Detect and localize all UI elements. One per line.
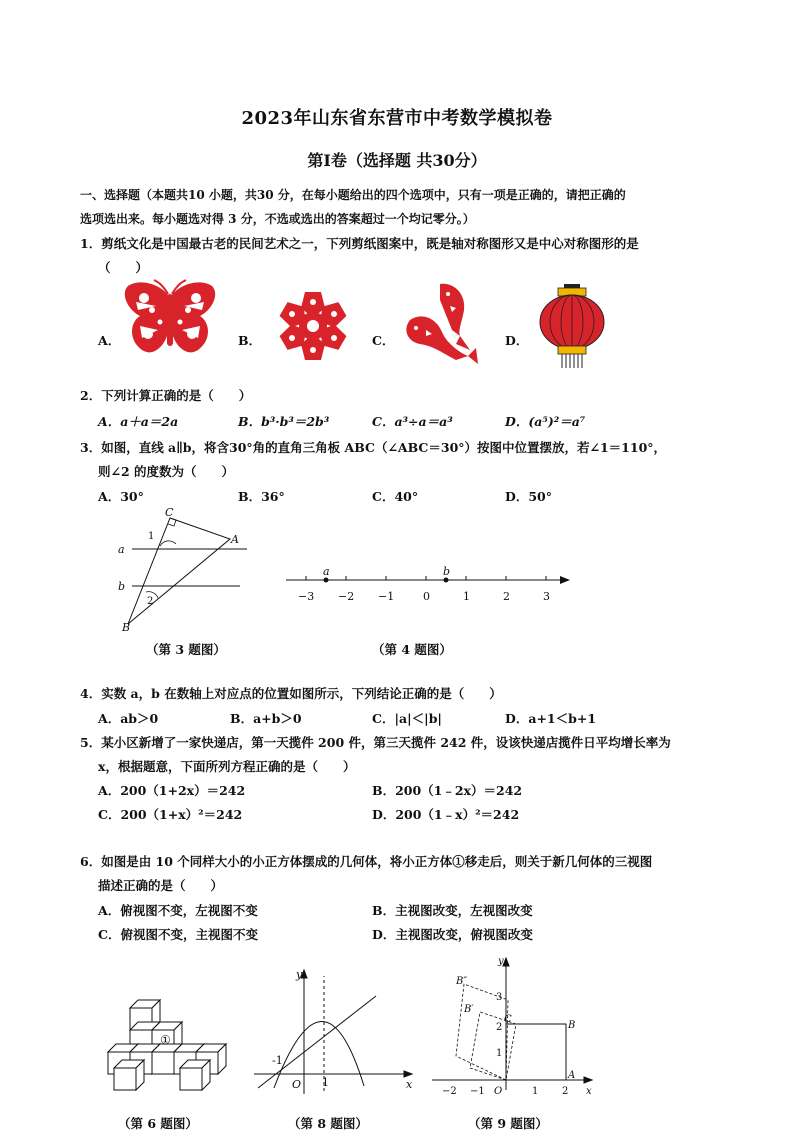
point-b (444, 578, 449, 583)
label-C: C (504, 1014, 512, 1025)
x-tick-1: 1 (532, 1086, 539, 1097)
number-line-tick-label: 1 (463, 590, 470, 603)
cube-face (180, 1068, 202, 1090)
number-line-tick-label: −3 (298, 590, 315, 603)
q6-option-d: D．主视图改变，俯视图改变 (372, 927, 533, 942)
number-line-tick-label: −1 (378, 590, 395, 603)
butterfly-papercut-image (122, 280, 218, 362)
q3-stem-line1: 3．如图，直线 a∥b，将含30°角的直角三角板 ABC（∠ABC＝30°）按图中位置摆放，若∠1＝110°， (80, 440, 667, 455)
number-line-tick-label: −2 (338, 590, 355, 603)
q6-option-a: A．俯视图不变，左视图不变 (98, 903, 258, 918)
q4-stem: 4．实数 a，b 在数轴上对应点的位置如图所示，下列结论正确的是（ ） (80, 686, 502, 701)
q2-option-b: B．b³·b³＝2b³ (238, 414, 330, 429)
label-b: b (118, 580, 126, 593)
q4-option-c: C．|a|＜|b| (372, 711, 442, 726)
section-instruction-line2: 选项选出来。每小题选对得 3 分，不选或选出的答案超过一个均记零分。） (80, 212, 475, 226)
red-lantern-image (538, 284, 606, 370)
label-angle-2: 2 (147, 596, 154, 607)
q2-option-c: C．a³÷a＝a³ (372, 414, 453, 429)
label-B-double-prime: B″ (456, 976, 468, 987)
q6-stem-line2: 描述正确的是（ ） (98, 878, 224, 893)
label-O: O (494, 1086, 503, 1097)
x-tick-neg1: −1 (470, 1086, 485, 1097)
q8-parabola-figure (254, 966, 414, 1096)
label-O: O (292, 1078, 302, 1091)
q1-option-a: A． (98, 333, 121, 348)
q3-caption: （第 3 题图） (146, 642, 226, 657)
cube-face (114, 1068, 136, 1090)
q9-grid-figure (428, 956, 598, 1096)
q9-caption: （第 9 题图） (468, 1116, 548, 1131)
label-B: B (122, 621, 131, 634)
q6-caption: （第 6 题图） (118, 1116, 198, 1131)
q3-option-a: A．30° (98, 489, 144, 504)
q6-stem-line1: 6．如图是由 10 个同样大小的小正方体摆成的几何体，将小正方体①移走后，则关于新几何体的三视图 (80, 854, 653, 869)
label-y: y (296, 968, 303, 981)
q1-stem: 1．剪纸文化是中国最古老的民间艺术之一，下列剪纸图案中，既是轴对称图形又是中心对称图形的是 (80, 236, 639, 251)
label-A: A (231, 533, 239, 546)
q3-option-d: D．50° (505, 489, 552, 504)
q5-option-c: C．200（1+x）²＝242 (98, 807, 243, 822)
label-minus-1: -1 (272, 1054, 283, 1067)
q3-option-b: B．36° (238, 489, 285, 504)
label-B-prime: B′ (464, 1004, 474, 1015)
q6-option-b: B．主视图改变，左视图改变 (372, 903, 533, 918)
q2-stem: 2．下列计算正确的是（ ） (80, 388, 252, 403)
q4-option-a: A．ab＞0 (98, 711, 159, 726)
q2-option-d: D．(a⁵)²＝a⁷ (505, 414, 586, 429)
q3-option-c: C．40° (372, 489, 419, 504)
number-line-tick-label: 2 (503, 590, 510, 603)
label-a: a (323, 565, 330, 578)
q3-triangle-figure (112, 506, 252, 634)
section-instruction-line1: 一、选择题（本题共10 小题，共30 分，在每小题给出的四个选项中，只有一项是正确的，请把正确的 (80, 188, 626, 202)
x-tick-2: 2 (562, 1086, 569, 1097)
q6-cubes-figure (100, 994, 225, 1094)
cube-face (152, 1052, 174, 1074)
q3-stem-line2: 则∠2 的度数为（ ） (98, 464, 235, 479)
page-title: 2023年山东省东营市中考数学模拟卷 (241, 108, 553, 129)
q1-option-d: D． (505, 333, 529, 348)
q1-option-c: C． (372, 333, 395, 348)
point-a (324, 578, 329, 583)
triangle-abc (128, 518, 230, 624)
label-1: 1 (322, 1076, 329, 1089)
cube-1-mark: ① (160, 1033, 171, 1047)
q5-option-b: B．200（1﹣2x）＝242 (372, 783, 523, 798)
number-line-tick-label: 0 (423, 590, 430, 603)
section-subtitle: 第Ⅰ卷（选择题 共30分） (307, 151, 487, 170)
q1-option-b: B． (238, 333, 262, 348)
q8-caption: （第 8 题图） (288, 1116, 368, 1131)
q2-option-a: A．a＋a＝2a (98, 414, 179, 429)
label-a: a (118, 543, 125, 556)
q5-option-d: D．200（1﹣x）²＝242 (372, 807, 520, 822)
number-line-tick-label: 3 (543, 590, 550, 603)
q4-number-line (280, 566, 580, 606)
label-C: C (165, 506, 174, 519)
y-tick-3: 3 (496, 992, 503, 1003)
label-A: A (568, 1070, 576, 1081)
label-x: x (406, 1078, 413, 1091)
q4-caption: （第 4 题图） (372, 642, 452, 657)
q4-option-b: B．a+b＞0 (230, 711, 302, 726)
q5-stem-line2: x，根据题意，下面所列方程正确的是（ ） (98, 759, 356, 774)
q5-stem-line1: 5．某小区新增了一家快递店，第一天揽件 200 件，第三天揽件 242 件，设该快递店揽件日平均增长率为 (80, 735, 671, 750)
label-b: b (443, 565, 451, 578)
label-B: B (568, 1020, 576, 1031)
x-tick-neg2: −2 (442, 1086, 457, 1097)
q1-paren: （ ） (98, 260, 149, 275)
q5-option-a: A．200（1+2x）＝242 (98, 783, 246, 798)
label-angle-1: 1 (148, 531, 155, 542)
koi-fish-papercut-image (400, 280, 484, 366)
label-x: x (586, 1086, 592, 1097)
y-tick-1: 1 (496, 1048, 503, 1059)
snowflake-papercut-image (265, 286, 361, 366)
q6-option-c: C．俯视图不变，主视图不变 (98, 927, 258, 942)
y-tick-2: 2 (496, 1022, 503, 1033)
label-y: y (498, 956, 504, 967)
q4-option-d: D．a+1＜b+1 (505, 711, 597, 726)
